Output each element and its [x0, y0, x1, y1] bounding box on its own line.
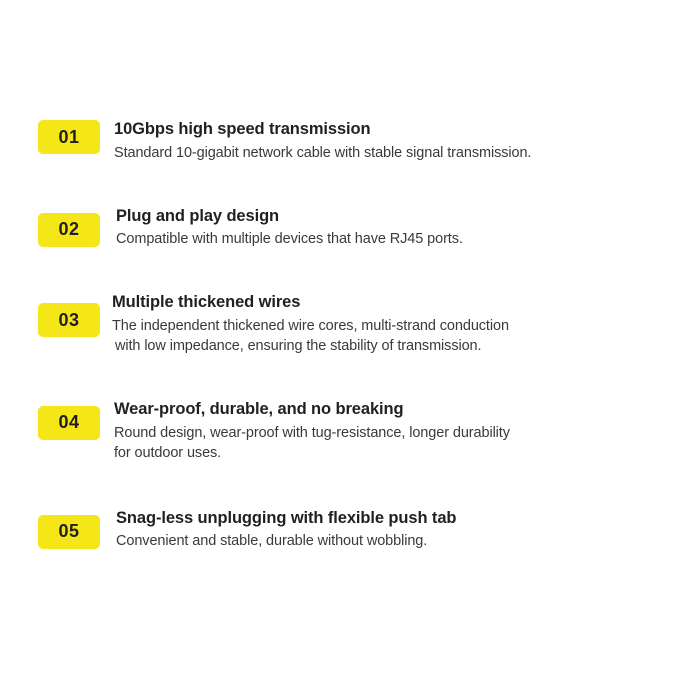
- feature-number-badge: 03: [38, 303, 100, 337]
- feature-description: [116, 229, 463, 249]
- feature-description-line1: Round design, wear-proof with tug-resistance, longer durability: [114, 424, 510, 441]
- feature-description: [112, 316, 509, 356]
- feature-description-line2: with low impedance, ensuring the stability of transmission.: [115, 337, 482, 354]
- feature-description: [114, 423, 510, 463]
- feature-item: [38, 291, 660, 356]
- feature-text-block: [100, 507, 456, 552]
- feature-description-line1: Standard 10-gigabit network cable with stable signal transmission.: [114, 144, 532, 161]
- feature-number-badge: 02: [38, 213, 100, 247]
- feature-description: [114, 143, 531, 163]
- feature-title: Wear-proof, durable, and no breaking: [114, 399, 404, 418]
- feature-text-block: [100, 118, 531, 163]
- feature-item: [38, 398, 660, 463]
- feature-title: Plug and play design: [116, 206, 280, 225]
- feature-item: [38, 118, 660, 163]
- feature-title: 10Gbps high speed transmission: [114, 120, 371, 138]
- feature-description: [116, 531, 456, 551]
- feature-text-block: [100, 291, 509, 356]
- feature-title: Multiple thickened wires: [112, 293, 301, 312]
- feature-description-line2: for outdoor uses.: [114, 444, 222, 461]
- feature-text-block: [100, 205, 463, 250]
- feature-item: [38, 205, 660, 250]
- feature-description-line1: Compatible with multiple devices that have RJ45 ports.: [116, 231, 463, 248]
- feature-number-badge: 05: [38, 515, 100, 549]
- feature-description-line1: Convenient and stable, durable without wobbling.: [116, 533, 428, 550]
- feature-item: [38, 507, 660, 552]
- feature-number-badge: 01: [38, 120, 100, 154]
- feature-number-badge: 04: [38, 406, 100, 440]
- feature-description-line1: The independent thickened wire cores, multi-strand conduction: [112, 317, 509, 334]
- feature-text-block: [100, 398, 510, 463]
- feature-title: Snag-less unplugging with flexible push tab: [116, 508, 457, 527]
